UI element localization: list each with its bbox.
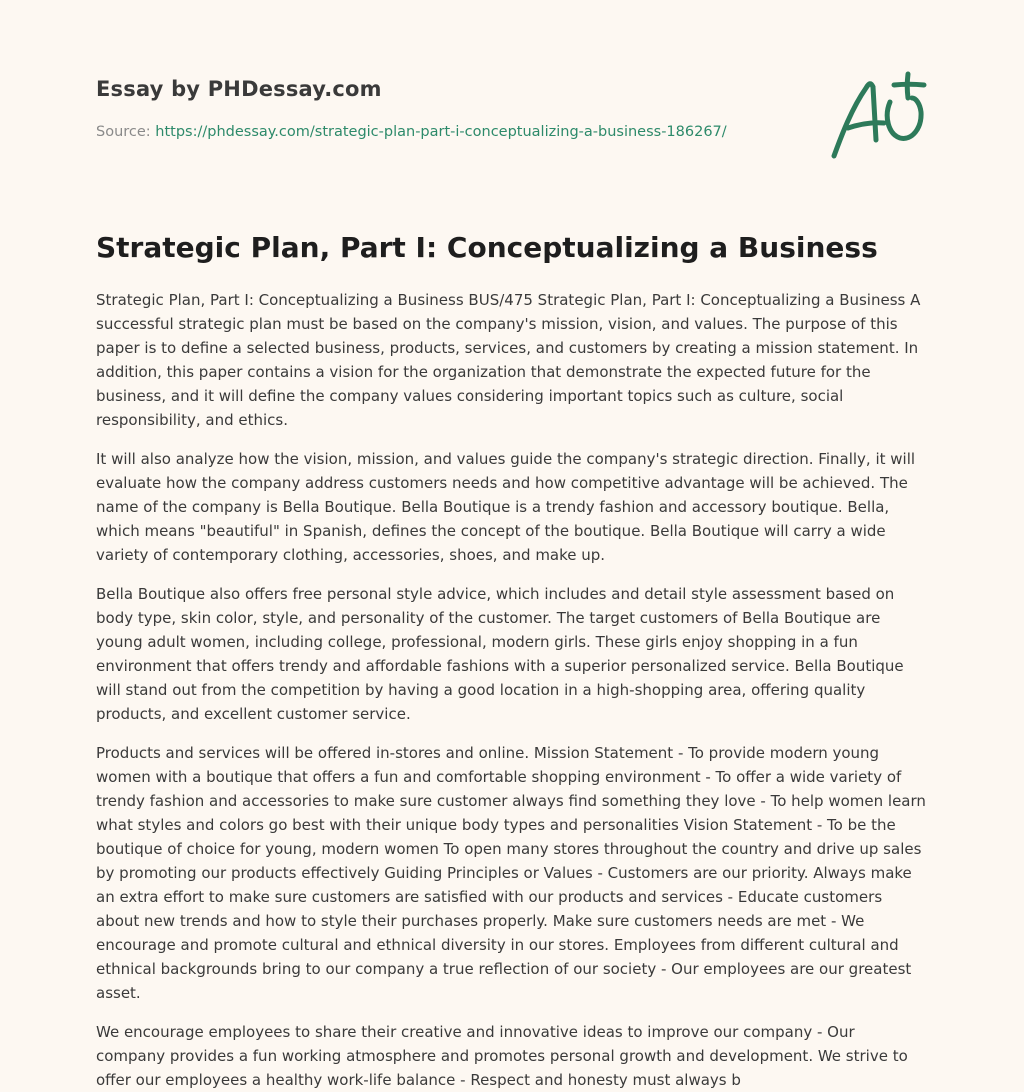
essay-paragraph: Products and services will be offered in-stores and online. Mission Statement - To provide modern young women with a boutique that offers a fun and comfortable shopping environment - To offer a wide variety of trendy fashion and accessories to make sure customer always find something they love - To help women learn what styles and colors go best with their unique body types and personalities Vision Statement - To be the boutique of choice for young, modern women To open many stores throughout the country and drive up sales by promoting our products effectively Guiding Principles or Values - Customers are our priority. Always make an extra effort to make sure customers are satisfied with our products and services - Educate customers about new trends and how to style their purchases properly. Make sure customers needs are met - We encourage and promote cultural and ethnical diversity in our stores. Employees from different cultural and ethnical backgrounds bring to our company a true reflection of our society - Our employees are our greatest asset. [96, 744, 926, 1002]
site-brand: Essay by PHDessay.com [96, 77, 382, 101]
source-link[interactable]: https://phdessay.com/strategic-plan-part-i-conceptualizing-a-business-186267/ [155, 124, 727, 140]
essay-paragraph: Bella Boutique also offers free personal style advice, which includes and detail style assessment based on body type, skin color, style, and personality of the customer. The target customers of Bella Boutique are young adult women, including college, professional, modern girls. These girls enjoy shopping in a fun environment that offers trendy and affordable fashions with a superior personalized service. Bella Boutique will stand out from the competition by having a good location in a high-shopping area, offering quality products, and excellent customer service. [96, 585, 904, 723]
essay-paragraph: We encourage employees to share their creative and innovative ideas to improve our company - Our company provides a fun working atmosphere and promotes personal growth and development. We strive to offer our employees a healthy work-life balance - Respect and honesty must always b [96, 1023, 908, 1089]
a-plus-logo-icon [828, 68, 928, 164]
source-label: Source: [96, 124, 151, 140]
essay-title: Strategic Plan, Part I: Conceptualizing a Business [96, 231, 878, 264]
essay-paragraph: It will also analyze how the vision, mission, and values guide the company's strategic direction. Finally, it will evaluate how the company address customers needs and how competitive advantage will be achieved. The name of the company is Bella Boutique. Bella Boutique is a trendy fashion and accessory boutique. Bella, which means "beautiful" in Spanish, defines the concept of the boutique. Bella Boutique will carry a wide variety of contemporary clothing, accessories, shoes, and make up. [96, 450, 916, 564]
essay-content [96, 230, 928, 1092]
site-header [96, 0, 928, 220]
source-line [96, 124, 727, 140]
essay-paragraph: Strategic Plan, Part I: Conceptualizing a Business BUS/475 Strategic Plan, Part I: Conceptualizing a Business A successful strategic plan must be based on the company's mission, vision, and values. The purpose of this paper is to define a selected business, products, services, and customers by creating a mission statement. In addition, this paper contains a vision for the organization that demonstrate the expected future for the business, and it will define the company values considering important topics such as culture, social responsibility, and ethics. [96, 291, 921, 429]
essay-body [96, 288, 928, 1092]
